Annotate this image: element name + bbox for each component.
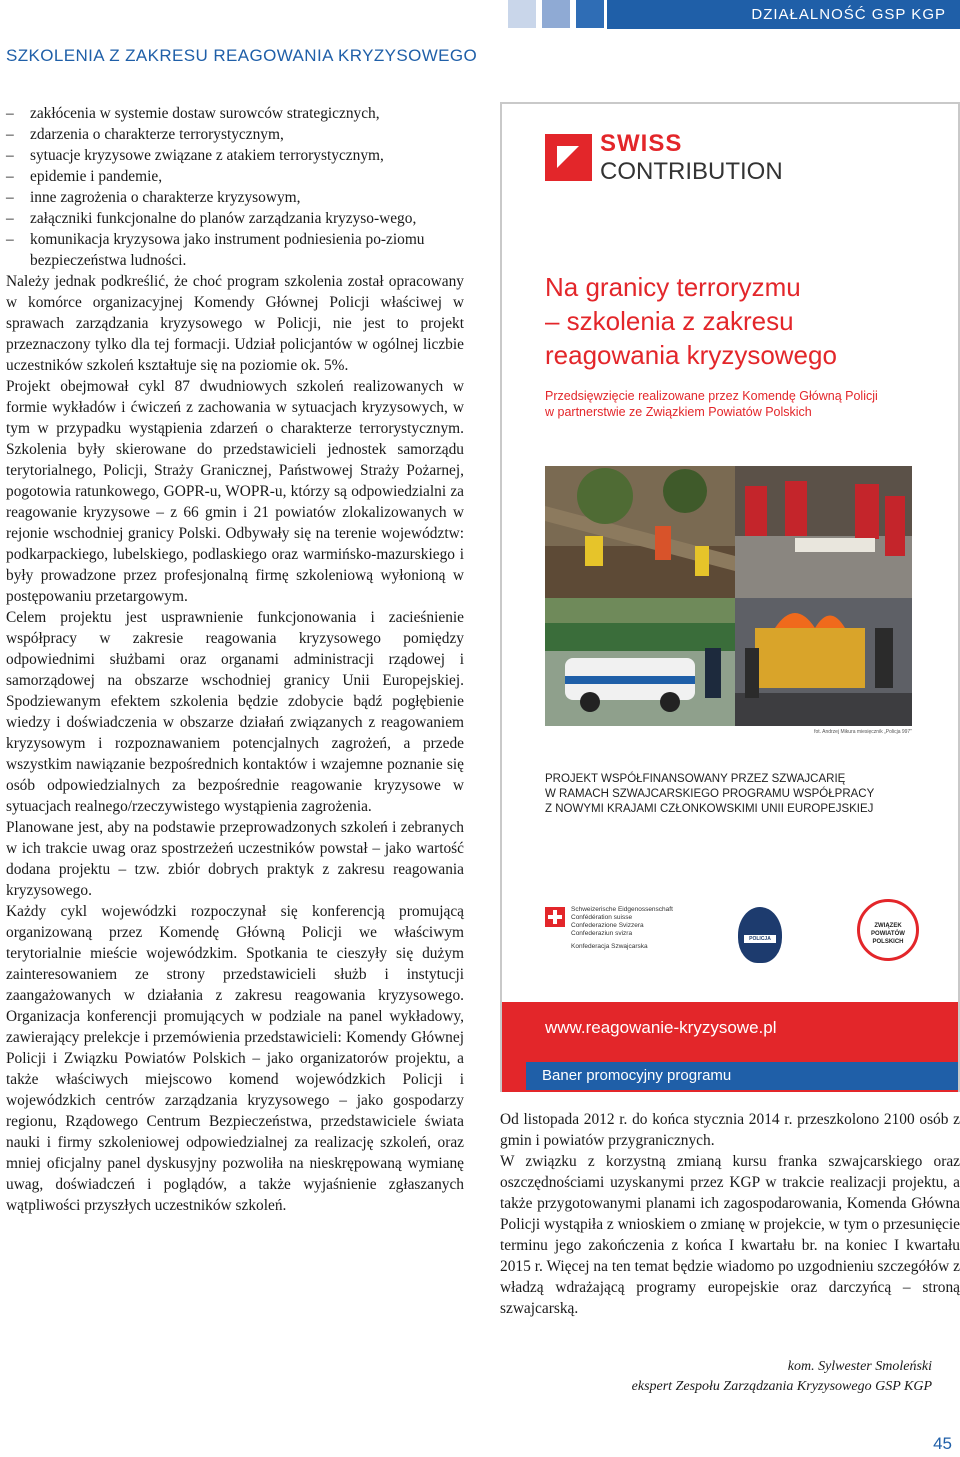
author-name: kom. Sylwester Smoleński (787, 1359, 932, 1374)
paragraph: W związku z korzystną zmianą kursu franka szwajcarskiego oraz oszczędnościami uzyskanymi przez KGP w trakcie realizacji projektu, a także przygotowanymi planami ich zagospodarowania, Komenda Główna Policji wystąpiła z wnioskiem o zmianę w projekcie, w tym o przesunięcie terminu jego zakończenia z końca I kwartału br. na koniec I kwartału 2015 r. Więcej na ten temat będzie wiadomo po uzgodnieniu szczegółów z władzą wdrażającą programy europejskie oraz darczyńcą – stroną szwajcarską. (500, 1153, 960, 1317)
cofinancing-line: PROJEKT WSPÓŁFINANSOWANY PRZEZ SZWAJCARIĘ (545, 773, 846, 785)
banner-title-line: reagowania kryzysowego (545, 340, 837, 370)
banner-url[interactable]: www.reagowanie-kryzysowe.pl (545, 1018, 777, 1037)
page-number: 45 (933, 1434, 952, 1453)
paragraph: Celem projektu jest usprawnienie funkcjonowania i zacieśnienie współpracy w zakresie reagowania kryzysowego pomiędzy odpowiednimi służbami oraz organami administracji rządowej i samorządowej na obszarze wschodniej granicy Unii Europejskiej. Spodziewanym efektem szkolenia będzie zdobycie bądź pogłębienie wiedzy i doświadczenia w obszarze działań związanych z reagowaniem kryzysowym i rozpoznawaniem potencjalnych zagrożeń, a przede wszystkim nawiązanie bezpośrednich kontaktów i wzajemne poznanie się osób odpowiedzialnych za bezpośrednie reagowanie kryzysowe w sytuacjach realnego/rzeczywistego wystąpienia zagrożenia. (6, 609, 464, 815)
paragraph: Planowane jest, aby na podstawie przeprowadzonych szkoleń i zebranych w ich trakcie uwag oraz spostrzeżeń uczestników powstał – jako wartość dodana projektu – tzw. zbiór dobrych praktyk z zakresu reagowania kryzysowego. (6, 819, 464, 899)
rescue-photo-stretcher (735, 466, 912, 598)
cofinancing-note (545, 772, 925, 817)
left-column (6, 103, 464, 1216)
logo-word-contribution: CONTRIBUTION (600, 158, 783, 185)
banner-title-line: – szkolenia z zakresu (545, 306, 794, 336)
author-role: ekspert Zespołu Zarządzania Kryzysowego GSP KGP (631, 1379, 932, 1394)
paragraph: Każdy cykl wojewódzki rozpoczynał się konferencją promującą organizowaną przez Komendę Główną Policji we właściwym terytorialnie mieście wojewódzkim. Spotkania te cieszyły się dużym zainteresowaniem ze strony przedstawicieli służb i instytucji zaangażowanych w działania z zakresu reagowania kryzysowego. Organizacja konferencji promujących w podziale na panel wykładowy, zawierający prelekcje i przemówienia przedstawicieli: Komendy Głównej Policji i Związku Powiatów Polskich – jako organizatorów projektu, a także właściwych miejscowo komend wojewódzkich Policji i wojewódzkich centrów zarządzania kryzysowego – jako gospodarzy regionu, Rządowego Centrum Bezpieczeństwa, przedstawiciele świata nauki i firmy szkoleniowej odpowiedzialnej za realizację szkoleń, oraz mniej oficjalny panel dyskusyjny pozwoliła na nieskrępowaną wymianę uwag, doświadczeń i poglądów, a także wyjaśnienie zgłaszanych wątpliwości przyszłych uczestników szkoleń. (6, 903, 464, 1214)
list-item: – komunikacja kryzysowa jako instrument podniesienia po-ziomu bezpieczeństwa ludności. (6, 229, 464, 271)
zpp-logo-icon (857, 899, 919, 961)
bullet-list (6, 103, 464, 271)
paragraph: Projekt obejmował cykl 87 dwudniowych szkoleń realizowanych w formie wykładów i ćwiczeń z zachowania w sytuacjach kryzysowych, w tym w przypadku wystąpienia zdarzeń o charakterze terrorystycznym. Szkolenia były skierowane do przedstawicieli jednostek samorządu terytorialnego, Policji, Straży Granicznej, Państwowej Straży Pożarnej, pogotowia ratunkowego, GOPR-u, WOPR-u, którzy są odpowiedzialni za reagowanie kryzysowe – z 66 gmin i 21 powiatów zlokalizowanych w rejonie wschodniej granicy Polski. Odbywały się na terenie województw: podkarpackiego, lubelskiego, podlaskiego oraz warmińsko-mazurskiego i były prowadzone przez profesjonalną firmę szkoleniową wyłonioną w postępowaniu przetargowym. (6, 378, 464, 605)
police-badge-icon (738, 907, 782, 963)
right-column (500, 1109, 960, 1319)
paragraph: Od listopada 2012 r. do końca stycznia 2014 r. przeszkolono 2100 osób z gmin i powiatów przygranicznych. (500, 1111, 960, 1149)
photo-caption: fot. Andrzej Mikura miesięcznik „Policja 997" (814, 729, 912, 735)
swiss-contribution-logo-icon (545, 134, 592, 181)
banner-footer (502, 1002, 958, 1092)
confed-line: Confederazione Svizzera (571, 922, 644, 929)
list-item: – zdarzenia o charakterze terrorystycznym, (6, 124, 464, 145)
section-banner: DZIAŁALNOŚĆ GSP KGP (607, 0, 960, 29)
photo-collage (545, 466, 912, 726)
banner-subtitle-line: w partnerstwie ze Związkiem Powiatów Polskich (545, 405, 812, 419)
list-item: – inne zagrożenia o charakterze kryzysowym, (6, 187, 464, 208)
list-item: – zakłócenia w systemie dostaw surowców strategicznych, (6, 103, 464, 124)
rescue-photo-tree (545, 466, 735, 598)
list-item: – załączniki funkcjonalne do planów zarządzania kryzyso-wego, (6, 208, 464, 229)
confed-line: Confédération suisse (571, 914, 633, 921)
banner-title (545, 270, 925, 372)
zpp-logo-text: ZWIĄZEK POWIATÓW POLSKICH (871, 923, 905, 945)
cofinancing-line: W RAMACH SZWAJCARSKIEGO PROGRAMU WSPÓŁPRACY (545, 788, 875, 800)
cofinancing-line: Z NOWYMI KRAJAMI CZŁONKOWSKIMI UNII EUROPEJSKIEJ (545, 803, 874, 815)
logo-word-swiss: SWISS (600, 130, 683, 157)
confed-line-pl: Konfederacja Szwajcarska (571, 943, 648, 950)
banner-tag: Baner promocyjny programu (526, 1062, 958, 1090)
banner-title-line: Na granicy terroryzmu (545, 272, 801, 302)
swiss-confederation-text (571, 906, 673, 951)
list-item: – epidemie i pandemie, (6, 166, 464, 187)
header-square-mid (542, 0, 570, 28)
banner-subtitle (545, 388, 925, 420)
list-item: – sytuacje kryzysowe związane z atakiem terrorystycznym, (6, 145, 464, 166)
author-signature (632, 1357, 932, 1397)
partner-logos (545, 899, 925, 969)
page-title: SZKOLENIA Z ZAKRESU REAGOWANIA KRYZYSOWEGO (6, 46, 478, 65)
rescue-photo-fire (735, 598, 912, 726)
banner-subtitle-line: Przedsięwzięcie realizowane przez Komendę Główną Policji (545, 389, 878, 403)
header-square-light (508, 0, 536, 28)
promo-banner (500, 102, 960, 1092)
paragraph: Należy jednak podkreślić, że choć program szkolenia został opracowany w komórce organizacyjnej Komendy Głównej Policji właściwej w sprawach zarządzania kryzysowego w Policji, nie jest to projekt przeznaczony tylko dla tej formacji. Udział policjantów w ogólnej liczbie uczestników szkoleń kształtuje się na poziomie ok. 5%. (6, 273, 464, 374)
rescue-photo-police-car (545, 598, 735, 726)
confed-line: Confederaziun svizra (571, 930, 633, 937)
swiss-flag-icon (545, 907, 565, 927)
police-badge-label: POLICJA (744, 935, 776, 943)
confed-line: Schweizerische Eidgenossenschaft (571, 906, 673, 913)
header-square-dark (576, 0, 604, 28)
